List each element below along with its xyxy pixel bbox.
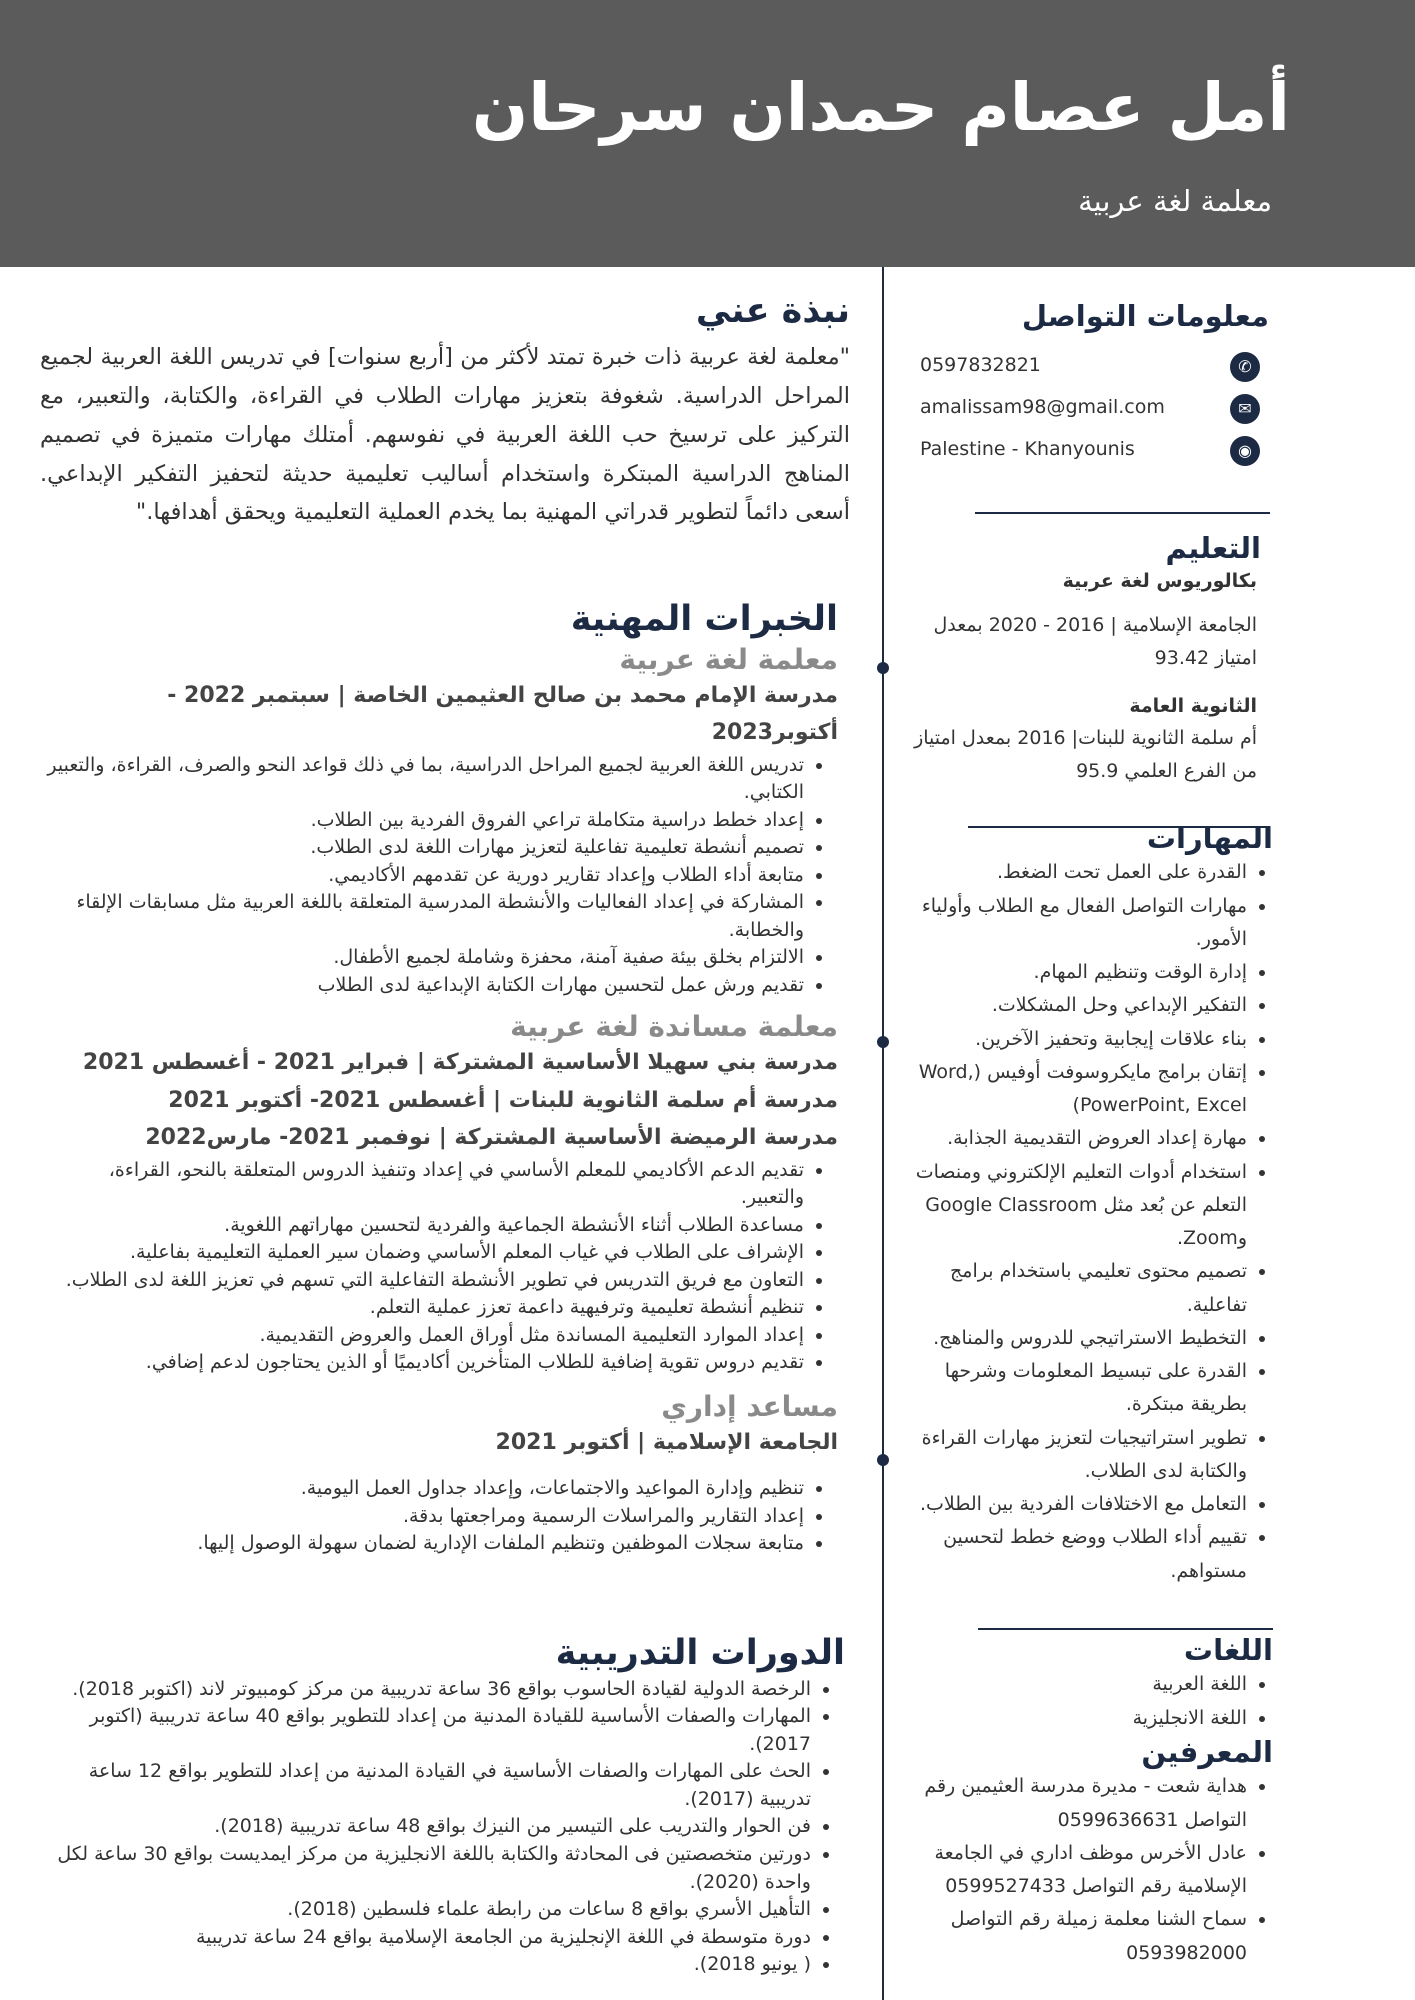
list-item: • التفكير الإبداعي وحل المشكلات.	[895, 989, 1247, 1022]
list-item: • تدريس اللغة العربية لجميع المراحل الدراسية، بما في ذلك قواعد النحو والصرف، القراءة، والتعبير الكتابي.	[40, 752, 804, 807]
section-rule	[975, 512, 1270, 514]
list-item: • مهارات التواصل الفعال مع الطلاب وأولياء الأمور.	[895, 890, 1247, 957]
phone-icon: ✆	[1230, 352, 1260, 382]
experience-item	[40, 642, 838, 1000]
courses-list	[40, 1676, 845, 1979]
list-item: • دورتين متخصصتين فى المحادثة والكتابة باللغة الانجليزية من مركز ايمديست بواقع 30 ساعة لكل واحدة (2020).	[40, 1841, 811, 1896]
job-role: مساعد إداري	[661, 1390, 838, 1423]
email-icon: ✉	[1230, 394, 1260, 424]
contact-heading: معلومات التواصل	[1021, 299, 1269, 333]
list-item: • الإشراف على الطلاب في غياب المعلم الأساسي وضمان سير العملية التعليمية بفاعلية.	[40, 1239, 804, 1267]
list-item: • مساعدة الطلاب أثناء الأنشطة الجماعية والفردية لتحسين مهاراتهم اللغوية.	[40, 1212, 804, 1240]
experience-item	[40, 1389, 838, 1558]
job-role: معلمة مساندة لغة عربية	[510, 1010, 838, 1044]
job-title: معلمة لغة عربية	[1078, 184, 1272, 218]
list-item: • إعداد التقارير والمراسلات الرسمية ومراجعتها بدقة.	[40, 1503, 804, 1531]
list-item: • إتقان برامج مايكروسوفت أوفيس (Word, PowerPoint, Excel)	[895, 1056, 1247, 1123]
person-name: أمل عصام حمدان سرحان	[471, 69, 1290, 146]
list-item: • إعداد الموارد التعليمية المساندة مثل أوراق العمل والعروض التقديمية.	[40, 1322, 804, 1350]
courses-heading: الدورات التدريبية	[555, 1633, 845, 1673]
list-item: • تنظيم وإدارة المواعيد والاجتماعات، وإعداد جداول العمل اليومية.	[40, 1475, 804, 1503]
job-org: مدرسة بني سهيلا الأساسية المشتركة | فبراير 2021 - أغسطس 2021	[82, 1050, 838, 1076]
list-item: • اللغة العربية	[895, 1668, 1247, 1701]
list-item: • تقديم الدعم الأكاديمي للمعلم الأساسي في إعداد وتنفيذ الدروس المتعلقة بالنحو، القراءة، والتعبير.	[40, 1157, 804, 1212]
location-icon: ◉	[1230, 436, 1260, 466]
column-divider	[882, 267, 884, 2000]
skills-list	[895, 856, 1273, 1588]
job-org: مدرسة الإمام محمد بن صالح العثيمين الخاصة | سبتمبر 2022 - أكتوبر2023	[167, 682, 838, 746]
list-item: • إعداد خطط دراسية متكاملة تراعي الفروق الفردية بين الطلاب.	[40, 807, 804, 835]
list-item: • الرخصة الدولية لقيادة الحاسوب بواقع 36 ساعة تدريبية من مركز كومبيوتر لاند (اكتوبر 2018).	[40, 1676, 811, 1704]
list-item: • التعامل مع الاختلافات الفردية بين الطلاب.	[895, 1488, 1247, 1521]
skills-heading: المهارات	[1146, 821, 1273, 855]
skills-section	[895, 820, 1273, 1588]
job-org: مدرسة أم سلمة الثانوية للبنات | أغسطس 2021- أكتوبر 2021	[168, 1087, 838, 1113]
list-item: • دورة متوسطة في اللغة الإنجليزية من الجامعة الإسلامية بواقع 24 ساعة تدريبية	[40, 1924, 811, 1952]
references-list	[895, 1770, 1273, 1970]
education-degree-details: الجامعة الإسلامية | 2016 - 2020 بمعدل امتياز 93.42	[933, 613, 1257, 669]
courses-section	[40, 1632, 845, 1979]
job-org: مدرسة الرميضة الأساسية المشتركة | نوفمبر 2021- مارس2022	[145, 1125, 838, 1151]
list-item: • تقديم ورش عمل لتحسين مهارات الكتابة الإبداعية لدى الطلاب	[40, 972, 804, 1000]
about-text: "معلمة لغة عربية ذات خبرة تمتد لأكثر من [أربع سنوات] في تدريس اللغة العربية لجميع المراحل الدراسية. شغوفة بتعزيز مهارات الطلاب في القراءة، والكتابة، والتعبير، مع التركيز على ترسيخ حب اللغة العربية في نفوسهم. أمتلك مهارات متميزة في تصميم المناهج الدراسية المبتكرة واستخدام أساليب تعليمية حديثة لتحفيز التفكير الإبداعي. أسعى دائماً لتطوير قدراتي المهنية بما يخدم العملية التعليمية ويحقق أهدافها."	[40, 343, 850, 526]
list-item: • التخطيط الاستراتيجي للدروس والمناهج.	[895, 1322, 1247, 1355]
experience-section	[40, 598, 838, 1558]
list-item: • الالتزام بخلق بيئة صفية آمنة، محفزة وشاملة لجميع الأطفال.	[40, 944, 804, 972]
references-section	[895, 1734, 1273, 1970]
education-school: الثانوية العامة	[1129, 695, 1257, 718]
education-school-details: أم سلمة الثانوية للبنات| 2016 بمعدل امتياز من الفرع العلمي 95.9	[914, 726, 1257, 782]
list-item: • فن الحوار والتدريب على التيسير من النيزك بواقع 48 ساعة تدريبية (2018).	[40, 1813, 811, 1841]
list-item: • الحث على المهارات والصفات الأساسية في القيادة المدنية من إعداد للتطوير بواقع 12 ساعة تدريبية (2017).	[40, 1758, 811, 1813]
list-item: • اللغة الانجليزية	[895, 1702, 1247, 1735]
list-item: • المشاركة في إعداد الفعاليات والأنشطة المدرسية المتعلقة باللغة العربية مثل مسابقات الإلقاء والخطابة.	[40, 889, 804, 944]
experience-item	[40, 1009, 838, 1377]
list-item: • القدرة على العمل تحت الضغط.	[895, 856, 1247, 889]
list-item: • التعاون مع فريق التدريس في تطوير الأنشطة التفاعلية التي تسهم في تعزيز اللغة لدى الطلاب.	[40, 1267, 804, 1295]
list-item: • تقديم دروس تقوية إضافية للطلاب المتأخرين أكاديميًا أو الذين يحتاجون لدعم إضافي.	[40, 1349, 804, 1377]
languages-list	[895, 1668, 1273, 1735]
list-item: • التأهيل الأسري بواقع 8 ساعات من رابطة علماء فلسطين (2018).	[40, 1896, 811, 1924]
list-item: • عادل الأخرس موظف اداري في الجامعة الإسلامية رقم التواصل 0599527433	[895, 1837, 1247, 1904]
about-heading: نبذة عني	[695, 291, 850, 331]
references-heading: المعرفين	[1141, 1735, 1273, 1769]
list-item: • ( يونيو 2018).	[40, 1951, 811, 1979]
list-item: • بناء علاقات إيجابية وتحفيز الآخرين.	[895, 1023, 1247, 1056]
location-text: Palestine - Khanyounis	[920, 438, 1135, 461]
email-text[interactable]: amalissam98@gmail.com	[920, 396, 1165, 419]
contact-location	[895, 430, 1273, 472]
list-item: • سماح الشنا معلمة زميلة رقم التواصل 0593982000	[895, 1903, 1247, 1970]
phone-text[interactable]: 0597832821	[920, 354, 1041, 377]
job-org: الجامعة الإسلامية | أكتوبر 2021	[495, 1430, 838, 1455]
job-duties	[40, 1157, 838, 1377]
timeline-dot	[877, 1036, 889, 1048]
list-item: • هداية شعت - مديرة مدرسة العثيمين رقم التواصل 0599636631	[895, 1770, 1247, 1837]
job-role: معلمة لغة عربية	[619, 642, 838, 676]
job-duties	[40, 752, 838, 1000]
list-item: • المهارات والصفات الأساسية للقيادة المدنية من إعداد للتطوير بواقع 40 ساعة تدريبية (اكتوبر 2017).	[40, 1703, 811, 1758]
about-section	[40, 290, 850, 532]
list-item: • القدرة على تبسيط المعلومات وشرحها بطريقة مبتكرة.	[895, 1355, 1247, 1422]
education-heading: التعليم	[1165, 531, 1261, 565]
list-item: • مهارة إعداد العروض التقديمية الجذابة.	[895, 1122, 1247, 1155]
list-item: • تنظيم أنشطة تعليمية وترفيهية داعمة تعزز عملية التعلم.	[40, 1294, 804, 1322]
list-item: • تصميم أنشطة تعليمية تفاعلية لتعزيز مهارات اللغة لدى الطلاب.	[40, 834, 804, 862]
job-duties	[40, 1475, 838, 1558]
languages-section	[895, 1632, 1273, 1735]
education-section	[895, 530, 1273, 788]
contact-section	[895, 298, 1273, 472]
timeline-dot	[877, 1454, 889, 1466]
contact-email	[895, 388, 1273, 430]
list-item: • استخدام أدوات التعليم الإلكتروني ومنصات التعلم عن بُعد مثل Google Classroom وZoom.	[895, 1156, 1247, 1256]
list-item: • تصميم محتوى تعليمي باستخدام برامج تفاعلية.	[895, 1255, 1247, 1322]
timeline-dot	[877, 662, 889, 674]
list-item: • تطوير استراتيجيات لتعزيز مهارات القراءة والكتابة لدى الطلاب.	[895, 1422, 1247, 1489]
list-item: • تقييم أداء الطلاب ووضع خطط لتحسين مستواهم.	[895, 1521, 1247, 1588]
list-item: • متابعة سجلات الموظفين وتنظيم الملفات الإدارية لضمان سهولة الوصول إليها.	[40, 1530, 804, 1558]
list-item: • متابعة أداء الطلاب وإعداد تقارير دورية عن تقدمهم الأكاديمي.	[40, 862, 804, 890]
section-rule	[978, 1628, 1273, 1630]
contact-phone	[895, 346, 1273, 388]
list-item: • إدارة الوقت وتنظيم المهام.	[895, 956, 1247, 989]
header-banner	[0, 0, 1415, 267]
education-degree: بكالوريوس لغة عربية	[1062, 570, 1257, 593]
languages-heading: اللغات	[1183, 1633, 1273, 1667]
experience-heading: الخبرات المهنية	[570, 599, 838, 639]
